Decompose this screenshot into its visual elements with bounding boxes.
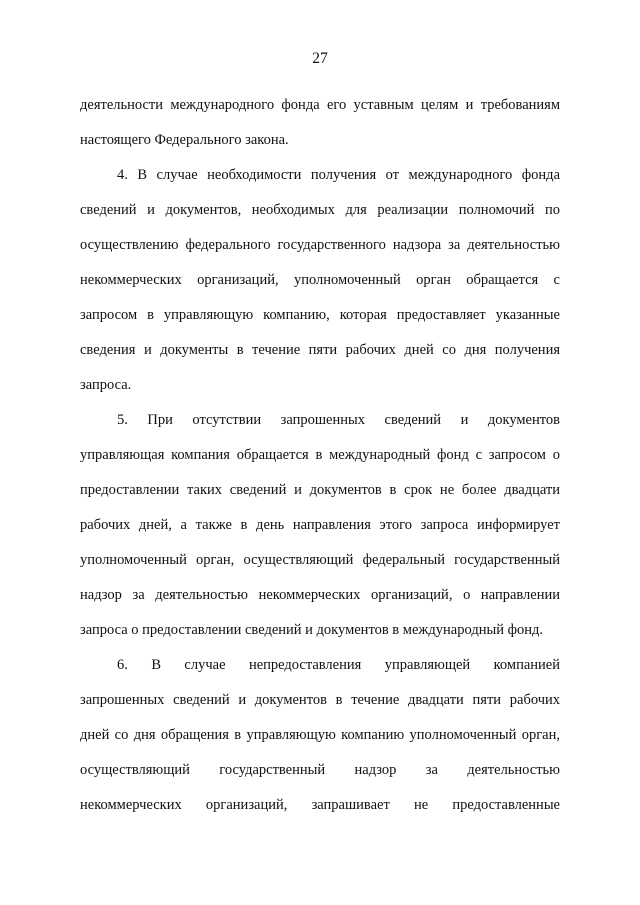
text-line: запрошенных сведений и документов в течение двадцати пяти рабочих (80, 692, 560, 708)
text-line: деятельности международного фонда его уставным целям и требованиям (80, 97, 560, 113)
page-number: 27 (312, 50, 328, 67)
text-line: предоставлении таких сведений и документов в срок не более двадцати (80, 482, 560, 498)
text-line: управляющая компания обращается в международный фонд с запросом о (80, 447, 560, 463)
paragraph-4-start: 4. В случае необходимости получения от международного фонда (117, 167, 560, 183)
paragraph-6-start: 6. В случае непредоставления управляющей компанией (117, 657, 560, 673)
text-line: дней со дня обращения в управляющую компанию уполномоченный орган, (80, 727, 560, 743)
text-line: осуществляющий государственный надзор за деятельностью (80, 762, 560, 778)
text-line: настоящего Федерального закона. (80, 132, 289, 148)
text-line: некоммерческих организаций, запрашивает не предоставленные (80, 797, 560, 813)
text-line: осуществлению федерального государственного надзора за деятельностью (80, 237, 560, 253)
text-line: запроса. (80, 377, 132, 393)
text-line: надзор за деятельностью некоммерческих организаций, о направлении (80, 587, 560, 603)
text-line: некоммерческих организаций, уполномоченный орган обращается с (80, 272, 560, 288)
text-line: запроса о предоставлении сведений и документов в международный фонд. (80, 622, 543, 638)
text-line: уполномоченный орган, осуществляющий федеральный государственный (80, 552, 560, 568)
text-line: сведения и документы в течение пяти рабочих дней со дня получения (80, 342, 560, 358)
text-line: рабочих дней, а также в день направления этого запроса информирует (80, 517, 560, 533)
text-line: запросом в управляющую компанию, которая предоставляет указанные (80, 307, 560, 323)
paragraph-5-start: 5. При отсутствии запрошенных сведений и документов (117, 412, 560, 428)
text-line: сведений и документов, необходимых для реализации полномочий по (80, 202, 560, 218)
